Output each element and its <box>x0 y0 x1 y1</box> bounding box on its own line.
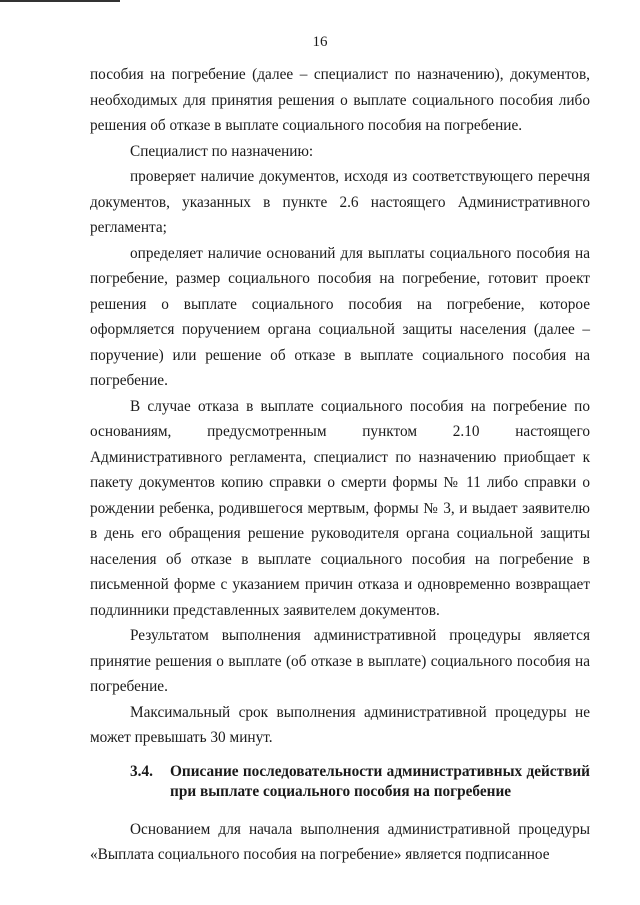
paragraph-determines-grounds: определяет наличие оснований для выплаты социального пособия на погребение, размер социального пособия на погребение, готовит проект решения о выплате социального пособия на погребение, которое оформляется поручением органа социальной защиты населения (далее – поручение) или решение об отказе в выплате социального пособия на погребение. <box>90 244 590 389</box>
paragraph-continuation: пособия на погребение (далее – специалист по назначению), документов, необходимых для принятия решения о выплате социального пособия либо решения об отказе в выплате социального пособия на погребение. <box>90 66 590 134</box>
section-number: 3.4. <box>130 762 153 780</box>
paragraph-checks-documents: проверяет наличие документов, исходя из соответствующего перечня документов, указанных в пункте 2.6 настоящего Административного регламента; <box>90 168 590 236</box>
document-body <box>90 62 590 868</box>
paragraph-refusal-case: В случае отказа в выплате социального пособия на погребение по основаниям, предусмотренным пунктом 2.10 настоящего Административного регламента, специалист по назначению приобщает к пакету документов копию справки о смерти формы № 11 либо справки о рождении ребенка, родившегося мертвым, формы № 3, и выдает заявителю в день его обращения решение руководителя органа социальной защиты населения об отказе в выплате социального пособия на погребение в письменной форме с указанием причин отказа и одновременно возвращает подлинники представленных заявителем документов. <box>90 397 590 619</box>
paragraph-basis: Основанием для начала выполнения административной процедуры «Выплата социального пособия на погребение» является подписанное <box>90 820 590 863</box>
paragraph-specialist-intro: Специалист по назначению: <box>130 142 314 160</box>
page-number: 16 <box>312 34 328 50</box>
scan-edge-mark <box>0 0 120 2</box>
paragraph-result: Результатом выполнения административной процедуры является принятие решения о выплате (об отказе в выплате) социального пособия на погребение. <box>90 627 590 695</box>
section-title: Описание последовательности административных действий при выплате социального пособия на погребение <box>170 762 590 800</box>
paragraph-max-duration: Максимальный срок выполнения административной процедуры не может превышать 30 минут. <box>90 703 590 746</box>
section-heading <box>90 762 590 802</box>
